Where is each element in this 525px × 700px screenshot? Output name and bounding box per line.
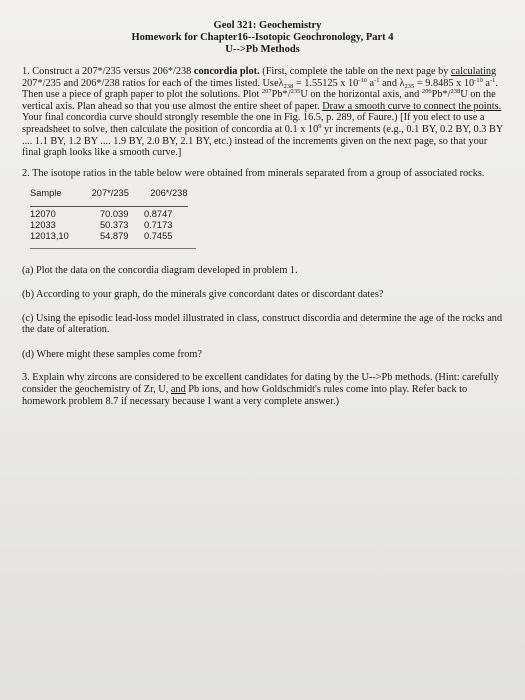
problem-1-text: a <box>366 77 375 89</box>
question-b: (b) According to your graph, do the minerals give concordant dates or discordant dates? <box>22 288 384 300</box>
problem-1-text: U on the vertical axis. Plan ahead so that you use almost the entire sheet of paper. <box>22 89 496 112</box>
problem-1-intro: 1. Construct a 207*/235 versus 206*/238 <box>22 66 194 77</box>
table-header: 206*/238 <box>150 188 188 199</box>
problem-3-text: 3. Explain why zircons are considered to be excellent candidates for dating by the U-->Pb methods. (Hint: carefully consider the geochemistry of Zr, U, <box>22 372 499 395</box>
table-cell: 0.7173 <box>144 220 173 231</box>
table-header: Sample <box>30 188 62 199</box>
question-d: (d) Where might these samples come from? <box>22 348 202 360</box>
problem-1-text: yr increments (e.g., 0.1 BY, 0.2 BY, 0.3 BY .... 1.1 BY, 1.2 BY .... 1.9 BY, 2.0 BY, 2.1 BY, etc.) instead of the increments given on the next page, so that your final graph looks like a smooth curve.] <box>22 123 503 159</box>
problem-1 <box>22 66 503 159</box>
exponent: 9 <box>318 122 322 130</box>
exponent: -10 <box>358 76 367 84</box>
problem-1-text: = 1.55125 x 10 <box>293 77 359 89</box>
assignment-subtitle: U-->Pb Methods <box>225 44 300 55</box>
table-header-row <box>30 188 202 206</box>
isotope-superscript: 207 <box>261 88 272 96</box>
problem-1-bold-term: concordia plot. <box>193 66 260 77</box>
exponent: -1 <box>490 76 496 84</box>
table-cell: 12033 <box>30 220 56 231</box>
problem-1-text: and <box>379 77 400 89</box>
problem-1-text: Pb*/ <box>431 89 451 101</box>
table-header: 207*/235 <box>91 188 129 199</box>
table-cell: 0.7455 <box>144 231 173 242</box>
table-cell: 70.039 <box>100 209 129 220</box>
problem-1-text: a <box>482 77 490 89</box>
question-c: (c) Using the episodic lead-loss model illustrated in class, construct discordia and determine the age of the rocks and the date of alteration. <box>22 312 503 336</box>
lambda-235: $\lambda_{235}$ <box>399 77 415 90</box>
table-cell: 50.373 <box>100 220 129 231</box>
table-cell: 12070 <box>30 209 56 220</box>
course-title: Geol 321: Geochemistry <box>213 20 322 31</box>
problem-1-underlined-calculating: calculating <box>450 66 497 77</box>
isotope-superscript: 235 <box>290 88 301 96</box>
problem-3-text: Pb ions, and how Goldschmidt's rules come into play. Refer back to homework problem 8.7 if necessary because I want a very complete answer.) <box>22 383 468 407</box>
problem-1-text: 207*/235 and 206*/238 ratios for each of the times listed. Use <box>22 77 279 89</box>
isotope-superscript: 238 <box>450 88 461 96</box>
table-cell: 0.8747 <box>144 209 173 220</box>
problem-3 <box>22 372 503 407</box>
table-bottom-rule <box>30 248 196 249</box>
exponent: -1 <box>374 76 380 84</box>
lambda-238: $\lambda_{238}$ <box>278 77 294 90</box>
question-a: (a) Plot the data on the concordia diagram developed in problem 1. <box>22 265 298 277</box>
table-row <box>30 209 202 220</box>
isotope-superscript: 206 <box>421 88 432 96</box>
table-cell: 12013,10 <box>30 231 69 242</box>
assignment-title: Homework for Chapter16--Isotopic Geochronology, Part 4 <box>131 32 394 43</box>
problem-1-text: (First, complete the table on the next page by <box>259 66 451 77</box>
problem-1-underlined-instruction: Draw a smooth curve to connect the points. <box>322 100 502 112</box>
document-header <box>22 20 503 56</box>
problem-1-text: U on the horizontal axis, and <box>300 89 422 101</box>
table-row <box>30 220 202 231</box>
problem-1-text: = 9.8485 x 10 <box>414 77 475 89</box>
problem-3-underlined-and: and <box>170 383 186 395</box>
table-row <box>30 231 202 242</box>
table-cell: 54.879 <box>100 231 129 242</box>
problem-1-text: Your final concordia curve should strongly resemble the one in Fig. 16.5, p. 289, of Faure.) [If you elect to use a spreadsheet to solve, then calculate the position of concordia at 0.1 x 10 <box>22 112 485 135</box>
isotope-table <box>30 188 202 249</box>
table-divider <box>30 206 188 207</box>
problem-1-text: Pb*/ <box>271 89 291 101</box>
problem-1-text: . Then use a piece of graph paper to plot the solutions. Plot <box>22 77 498 101</box>
exponent: -10 <box>474 76 483 84</box>
problem-2: 2. The isotope ratios in the table below were obtained from minerals separated from a group of associated rocks. <box>22 167 485 179</box>
